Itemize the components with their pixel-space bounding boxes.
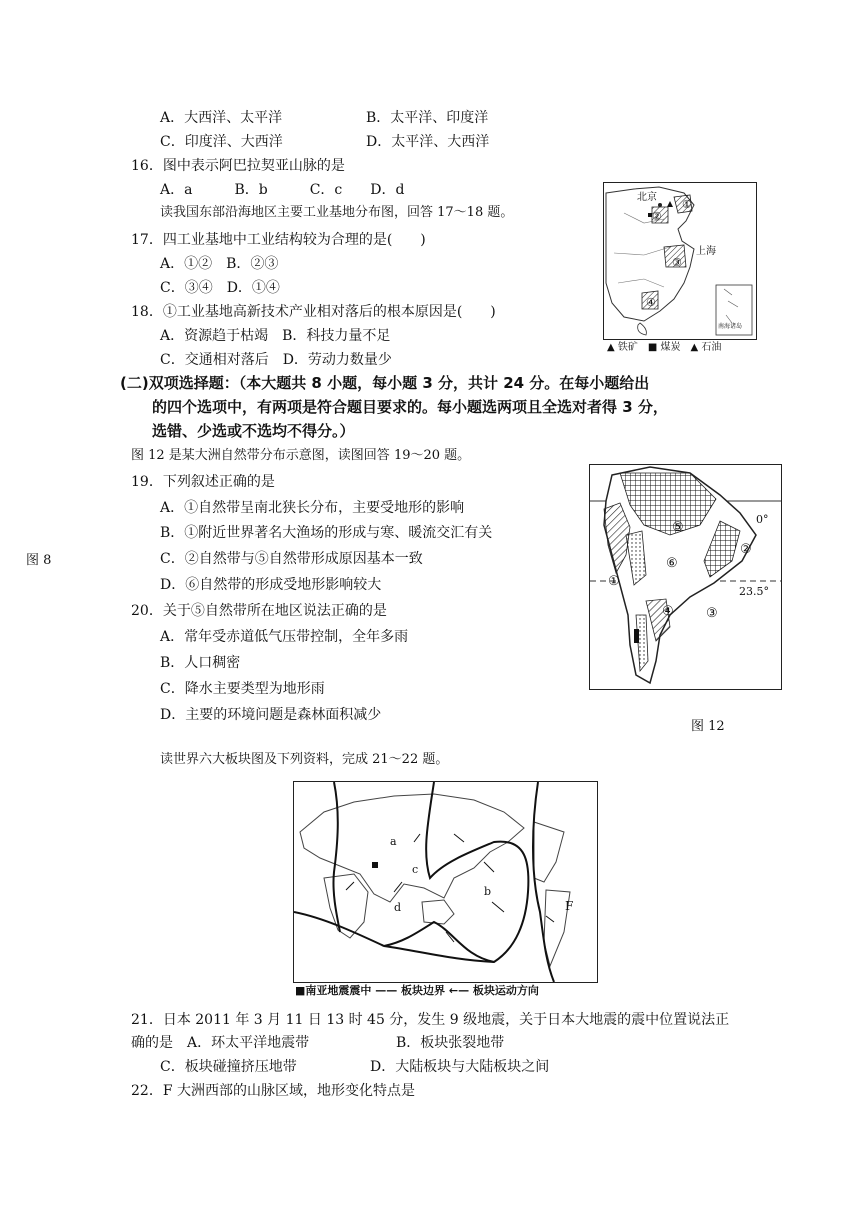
china-marker-1: ① xyxy=(682,198,692,211)
sa-zone-6: ⑥ xyxy=(666,556,678,571)
q19-option-a: A．①自然带呈南北狭长分布，主要受地形的影响 xyxy=(160,500,465,516)
china-marker-3: ③ xyxy=(672,256,682,269)
label-shanghai: 上海 xyxy=(696,246,716,257)
q19-option-c: C．②自然带与⑤自然带形成原因基本一致 xyxy=(160,551,423,567)
q20-stem: 20．关于⑤自然带所在地区说法正确的是 xyxy=(131,603,387,619)
q15-option-b: B．太平洋、印度洋 xyxy=(366,110,489,126)
q16-options: A．a B．b C．c D．d xyxy=(160,182,405,198)
china-industry-map xyxy=(603,182,757,340)
intro-17-18: 读我国东部沿海地区主要工业基地分布图，回答 17～18 题。 xyxy=(160,205,514,220)
section2-line3: 选错、少选或不选均不得分。） xyxy=(152,422,355,440)
q15-option-a: A．大西洋、太平洋 xyxy=(160,110,283,126)
q21-option-c: C．板块碰撞挤压地带 xyxy=(160,1059,297,1075)
china-marker-4: ④ xyxy=(646,296,656,309)
q21-option-a: 确的是 A．环太平洋地震带 xyxy=(131,1035,310,1051)
sa-zone-2: ② xyxy=(740,542,752,557)
q21-option-d: D．大陆板块与大陆板块之间 xyxy=(370,1059,550,1075)
south-america-zone-map xyxy=(589,464,782,690)
q17-options-cd: C．③④ D．①④ xyxy=(160,280,280,296)
sa-lat-23-5: 23.5° xyxy=(739,585,769,598)
plate-label-b: b xyxy=(484,885,492,898)
sa-zone-4: ④ xyxy=(662,604,674,619)
q19-option-b: B．①附近世界著名大渔场的形成与寒、暖流交汇有关 xyxy=(160,525,493,541)
q21-option-b: B．板块张裂地带 xyxy=(396,1035,505,1051)
q19-option-d: D．⑥自然带的形成受地形影响较大 xyxy=(160,577,382,593)
q15-option-c: C．印度洋、大西洋 xyxy=(160,134,283,150)
sa-zone-3: ③ xyxy=(706,606,718,621)
china-map-legend: ▲ 铁矿 ■ 煤炭 ▲ 石油 xyxy=(607,342,722,353)
fig12-label: 图 12 xyxy=(691,719,725,734)
plate-label-a: a xyxy=(390,835,397,848)
q21-line1: 21．日本 2011 年 3 月 11 日 13 时 45 分，发生 9 级地震，关于日本大地震的震中位置说法正 xyxy=(131,1012,730,1028)
q18-stem: 18．①工业基地高新技术产业相对落后的根本原因是( ) xyxy=(131,304,496,320)
section2-line2: 的四个选项中，有两项是符合题目要求的。每小题选两项且全选对者得 3 分， xyxy=(152,398,668,416)
sa-zone-1: ① xyxy=(608,574,620,589)
q19-stem: 19．下列叙述正确的是 xyxy=(131,474,275,490)
china-marker-2: ② xyxy=(652,210,662,223)
q16-stem: 16．图中表示阿巴拉契亚山脉的是 xyxy=(131,158,345,174)
q20-option-a: A．常年受赤道低气压带控制，全年多雨 xyxy=(160,629,409,645)
q15-option-d: D．太平洋、大西洋 xyxy=(366,134,490,150)
label-beijing: 北京 xyxy=(637,192,657,203)
q18-options-ab: A．资源趋于枯竭 B．科技力量不足 xyxy=(160,328,391,344)
fig8-label: 图 8 xyxy=(26,553,52,568)
label-nanhai: 南海诸岛 xyxy=(718,323,743,330)
intro-21-22: 读世界六大板块图及下列资料，完成 21～22 题。 xyxy=(160,752,449,767)
sa-lat-0: 0° xyxy=(756,513,769,526)
q18-options-cd: C．交通相对落后 D．劳动力数量少 xyxy=(160,352,392,368)
q20-option-b: B．人口稠密 xyxy=(160,655,241,671)
plate-label-f: F xyxy=(565,899,574,913)
intro-19-20: 图 12 是某大洲自然带分布示意图，读图回答 19～20 题。 xyxy=(131,448,471,463)
world-map-legend: ■南亚地震震中 —— 板块边界 ←— 板块运动方向 xyxy=(295,984,539,997)
plate-label-d: d xyxy=(394,901,402,914)
plate-label-c: c xyxy=(412,863,419,876)
q22-stem: 22．F 大洲西部的山脉区域，地形变化特点是 xyxy=(131,1083,415,1099)
section2-line1: (二)双项选择题：（本大题共 8 小题，每小题 3 分，共计 24 分。在每小题给出 xyxy=(120,374,650,392)
q20-option-c: C．降水主要类型为地形雨 xyxy=(160,681,325,697)
q17-stem: 17．四工业基地中工业结构较为合理的是( ) xyxy=(131,232,426,248)
sa-zone-5: ⑤ xyxy=(672,520,684,535)
q20-option-d: D．主要的环境问题是森林面积减少 xyxy=(160,707,382,723)
world-plate-map xyxy=(293,781,598,983)
world-map-drawing xyxy=(294,782,597,982)
q17-options-ab: A．①② B．②③ xyxy=(160,256,279,272)
